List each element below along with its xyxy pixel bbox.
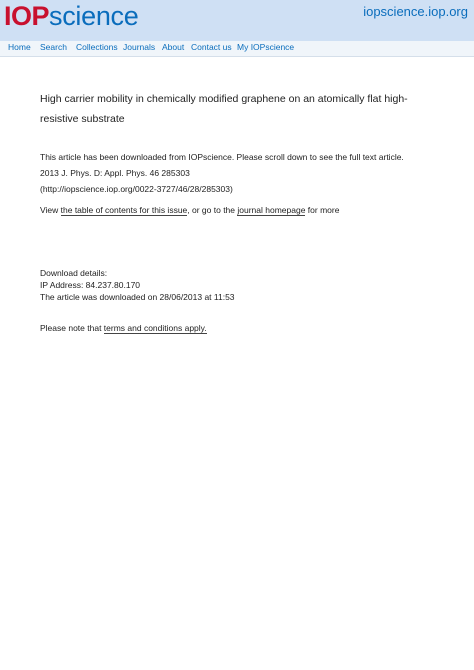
ip-address: IP Address: 84.237.80.170 bbox=[40, 280, 141, 290]
view-prefix: View bbox=[40, 205, 61, 215]
article-url: (http://iopscience.iop.org/0022-3727/46/28/285303) bbox=[40, 184, 233, 194]
logo-iop-text: IOP bbox=[4, 1, 50, 31]
terms-prefix: Please note that bbox=[40, 323, 104, 333]
view-middle: , or go to the bbox=[187, 205, 238, 215]
table-of-contents-link[interactable]: the table of contents for this issue bbox=[60, 205, 188, 215]
nav-my-iopscience[interactable]: My IOPscience bbox=[237, 42, 295, 52]
journal-homepage-link[interactable]: journal homepage bbox=[237, 205, 306, 215]
nav-journals[interactable]: Journals bbox=[123, 42, 156, 52]
download-date: The article was downloaded on 28/06/2013 at 11:53 bbox=[40, 292, 235, 302]
view-links-line bbox=[40, 205, 339, 215]
nav-bar bbox=[0, 41, 474, 57]
article-citation: 2013 J. Phys. D: Appl. Phys. 46 285303 bbox=[40, 168, 190, 178]
terms-and-conditions-link[interactable]: terms and conditions apply. bbox=[103, 323, 207, 333]
iopscience-logo[interactable] bbox=[4, 1, 138, 33]
site-url-link[interactable]: iopscience.iop.org bbox=[363, 4, 468, 19]
view-suffix: for more bbox=[305, 205, 340, 215]
download-details-heading: Download details: bbox=[40, 268, 108, 278]
logo-science-text: science bbox=[49, 1, 139, 31]
nav-about[interactable]: About bbox=[162, 42, 185, 52]
nav-collections[interactable]: Collections bbox=[76, 42, 118, 52]
nav-home[interactable]: Home bbox=[8, 42, 31, 52]
terms-line bbox=[40, 323, 207, 333]
downloaded-notice: This article has been downloaded from IOPscience. Please scroll down to see the full text article. bbox=[40, 152, 404, 162]
nav-contact-us[interactable]: Contact us bbox=[191, 42, 232, 52]
nav-search[interactable]: Search bbox=[40, 42, 67, 52]
header-bar bbox=[0, 0, 474, 41]
article-title: High carrier mobility in chemically modified graphene on an atomically flat high-resistive substrate bbox=[40, 93, 408, 125]
